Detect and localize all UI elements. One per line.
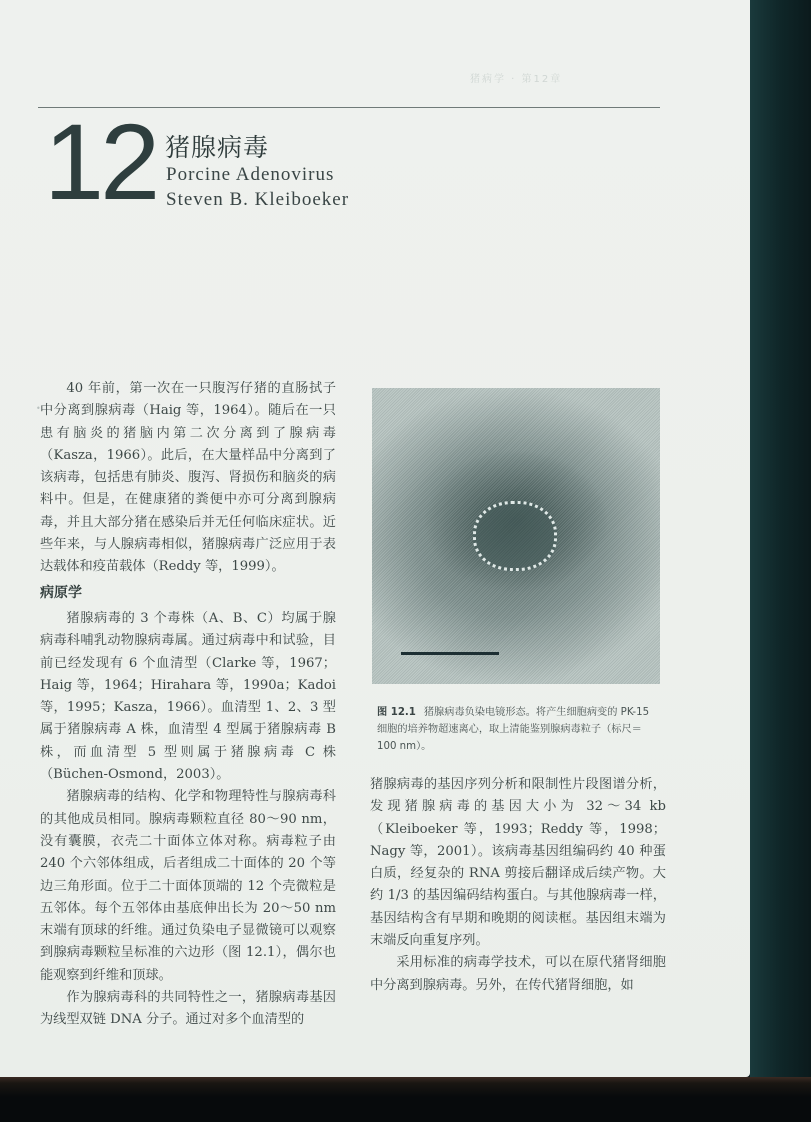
genome-paragraph: 猪腺病毒的基因序列分析和限制性片段图谱分析，发现猪腺病毒的基因大小为 32～34 kb（Kleiboeker 等，1993；Reddy 等，1998；Nagy 等，2001）。该病毒基因组编码约 40 种蛋白质，经复杂的 RNA 剪接后翻译成后续产物。大约 1/3 的基因编码结构蛋白。与其他腺病毒一样，基因结构含有早期和晚期的阅读框。基因组末端为末端反向重复序列。: [370, 777, 666, 949]
figure-label: 图 12.1: [377, 707, 416, 718]
genome-section: [370, 774, 666, 997]
scan-edge-bottom: [0, 1077, 811, 1122]
chapter-number: 12: [44, 101, 157, 222]
figure-caption: [377, 704, 661, 755]
figure-caption-text: 猪腺病毒负染电镜形态。将产生细胞病变的 PK-15 细胞的培养物超速离心，取上清能鉴别腺病毒粒子（标尺＝100 nm）。: [377, 707, 650, 752]
chapter-title-en: Porcine Adenovirus: [166, 164, 335, 185]
scan-edge-right: [750, 0, 811, 1122]
scale-bar: [401, 652, 499, 655]
electron-micrograph-figure: [372, 388, 660, 684]
etiology-paragraph-3: 作为腺病毒科的共同特性之一，猪腺病毒基因为线型双链 DNA 分子。通过对多个血清型的: [40, 990, 336, 1028]
chapter-title-cn: 猪腺病毒: [165, 133, 270, 162]
etiology-section: [40, 608, 336, 1032]
intro-paragraph: 40 年前，第一次在一只腹泻仔猪的直肠拭子中分离到腺病毒（Haig 等，1964）。随后在一只患有脑炎的猪脑内第二次分离到了腺病毒（Kasza，1966）。此后，在大量样品中分离到了该病毒，包括患有肺炎、腹泻、肾损伤和脑炎的病料中。但是，在健康猪的粪便中亦可分离到腺病毒，并且大部分猪在感染后并无任何临床症状。近些年来，与人腺病毒相似，猪腺病毒广泛应用于表达载体和疫苗载体（Reddy 等，1999）。: [40, 381, 336, 575]
etiology-paragraph-2: 猪腺病毒的结构、化学和物理特性与腺病毒科的其他成员相同。腺病毒颗粒直径 80～90 nm，没有囊膜，衣壳二十面体立体对称。病毒粒子由 240 个六邻体组成，后者组成二十面体的 20 个等边三角形面。位于二十面体顶端的 12 个壳微粒是五邻体。每个五邻体由基底伸出长为 20～50 nm 末端有顶球的纤维。通过负染电子显微镜可以观察到腺病毒颗粒呈标准的六边形（图 12.1），偶尔也能观察到纤维和顶球。: [40, 789, 336, 983]
show-through-header: 猪病学 · 第12章: [470, 74, 563, 85]
chapter-author: Steven B. Kleiboeker: [166, 189, 350, 210]
intro-section: [40, 378, 336, 579]
margin-dot: •: [36, 404, 41, 413]
section-heading-etiology: 病原学: [40, 585, 82, 601]
etiology-paragraph-1: 猪腺病毒的 3 个毒株（A、B、C）均属于腺病毒科哺乳动物腺病毒属。通过病毒中和试验，目前已经发现有 6 个血清型（Clarke 等，1967；Haig 等，1964；Hirahara 等，1990a；Kadoi 等，1995；Kasza，1966）。血清型 1、2、3 型属于猪腺病毒 A 株，血清型 4 型属于猪腺病毒 B 株，而血清型 5 型则属于猪腺病毒 C 株（Büchen-Osmond，2003）。: [40, 611, 336, 783]
virus-capsid: [473, 501, 557, 571]
isolation-paragraph: 采用标准的病毒学技术，可以在原代猪肾细胞中分离到腺病毒。另外，在传代猪肾细胞，如: [370, 955, 666, 993]
